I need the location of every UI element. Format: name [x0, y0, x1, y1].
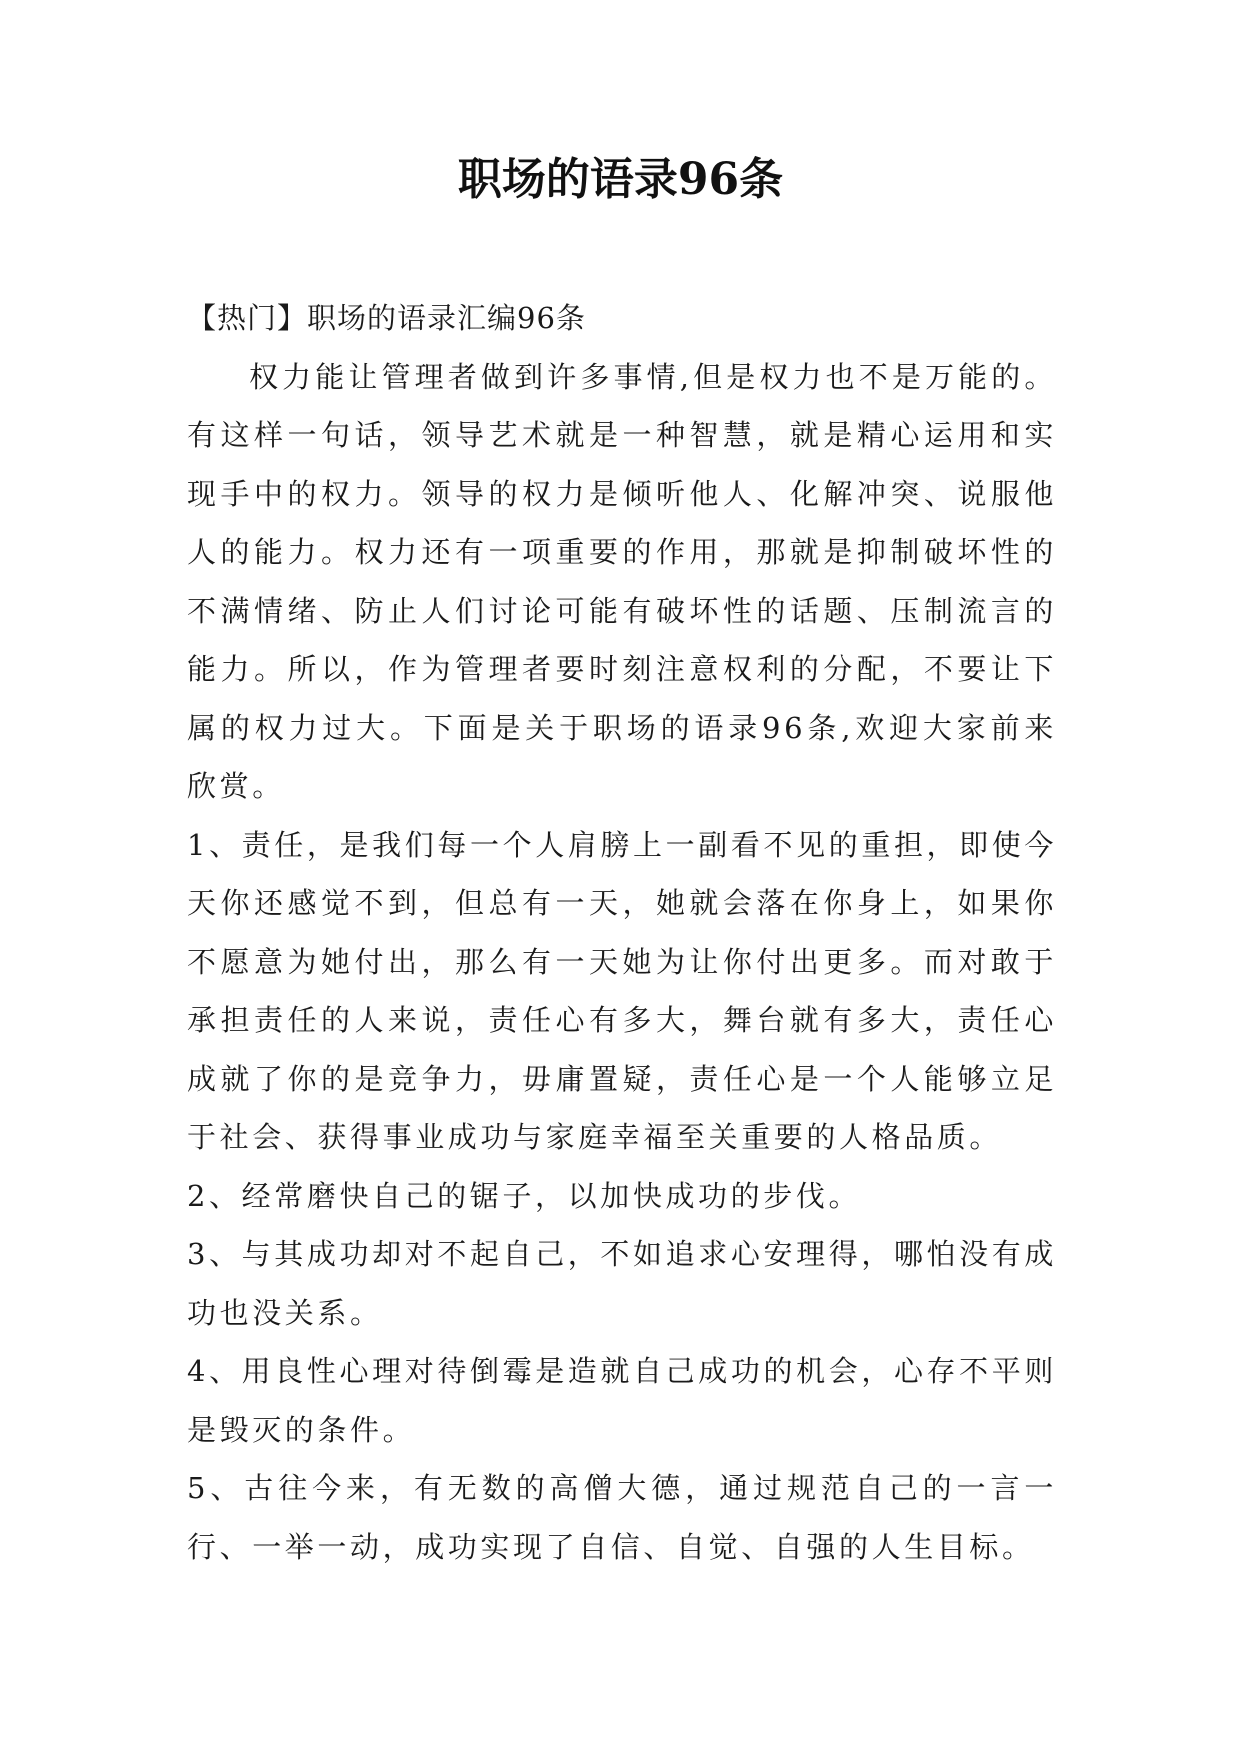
- quote-item-2: 2、经常磨快自己的锯子，以加快成功的步伐。: [187, 1178, 862, 1213]
- intro-paragraph: 权力能让管理者做到许多事情,但是权力也不是万能的。有这样一句话，领导艺术就是一种智慧，就是精心运用和实现手中的权力。领导的权力是倾听他人、化解冲突、说服他人的能力。权力还有一项重要的作用，那就是抑制破坏性的不满情绪、防止人们讨论可能有破坏性的话题、压制流言的能力。所以，作为管理者要时刻注意权利的分配，不要让下属的权力过大。下面是关于职场的语录96条,欢迎大家前来欣赏。: [187, 359, 1057, 803]
- quote-item-5: 5、古往今来，有无数的高僧大德，通过规范自己的一言一行、一举一动，成功实现了自信、自觉、自强的人生目标。: [187, 1471, 1057, 1564]
- quote-item-1: 1、责任，是我们每一个人肩膀上一副看不见的重担，即使今天你还感觉不到，但总有一天，她就会落在你身上，如果你不愿意为她付出，那么有一天她为让你付出更多。而对敢于承担责任的人来说，责任心有多大，舞台就有多大，责任心成就了你的是竞争力，毋庸置疑，责任心是一个人能够立足于社会、获得事业成功与家庭幸福至关重要的人格品质。: [187, 827, 1057, 1154]
- quote-item-3: 3、与其成功却对不起自己，不如追求心安理得，哪怕没有成功也没关系。: [187, 1237, 1057, 1330]
- document-subtitle: 【热门】职场的语录汇编96条: [187, 301, 586, 335]
- quote-item-4: 4、用良性心理对待倒霉是造就自己成功的机会，心存不平则是毁灭的条件。: [187, 1354, 1057, 1447]
- document-body: [187, 289, 1057, 1576]
- document-title: 职场的语录96条: [457, 154, 784, 205]
